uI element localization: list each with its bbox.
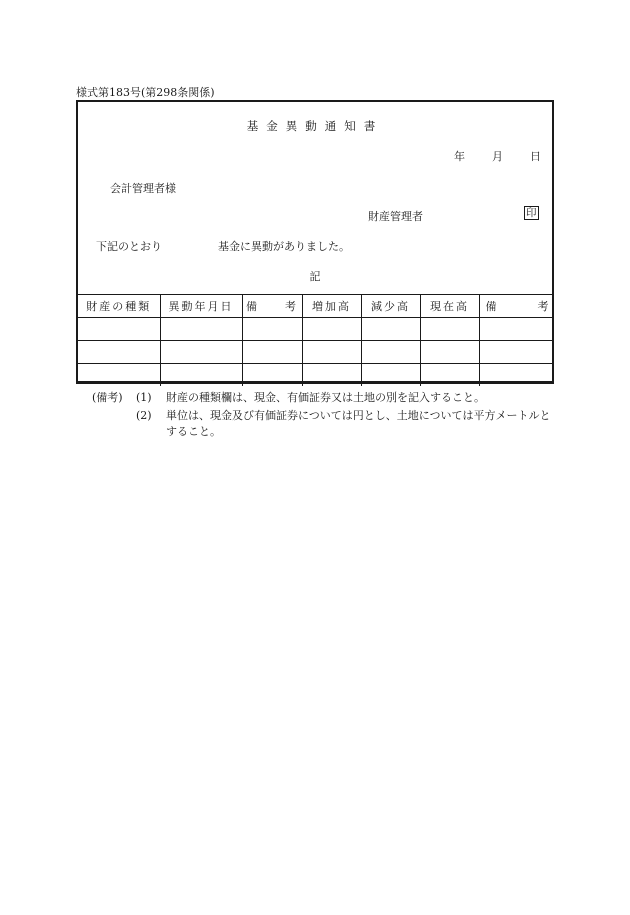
table-cell[interactable]: [160, 318, 242, 341]
table-cell[interactable]: [302, 364, 361, 387]
table-cell[interactable]: [420, 364, 479, 387]
ki-heading: 記: [309, 270, 321, 283]
header-increase: 増加高: [302, 295, 361, 318]
table-cell[interactable]: [242, 341, 302, 364]
header-current: 現在高: [420, 295, 479, 318]
header-remarks-1: 備 考: [242, 295, 302, 318]
remark-number: (2): [136, 409, 152, 422]
table-cell[interactable]: [78, 364, 160, 387]
header-change-date: 異動年月日: [160, 295, 242, 318]
day-label: 日: [530, 150, 541, 163]
form-number: 様式第183号(第298条関係): [76, 86, 215, 99]
table-cell[interactable]: [361, 364, 420, 387]
table-row: [78, 318, 552, 341]
table-cell[interactable]: [420, 318, 479, 341]
change-statement: 基金に異動がありました。: [218, 240, 350, 253]
notice-form-frame: [76, 100, 554, 384]
table-cell[interactable]: [302, 341, 361, 364]
header-remarks-2: 備 考: [479, 295, 552, 318]
table-row: [78, 364, 552, 387]
table-cell[interactable]: [242, 364, 302, 387]
header-decrease: 減少高: [361, 295, 420, 318]
property-manager-label: 財産管理者: [368, 210, 423, 223]
seal-mark: 印: [526, 207, 537, 219]
table-cell[interactable]: [479, 341, 552, 364]
table-row: [78, 341, 552, 364]
table-cell[interactable]: [160, 341, 242, 364]
remark-number: (1): [136, 391, 152, 404]
table-cell[interactable]: [479, 364, 552, 387]
addressee: 会計管理者様: [110, 182, 176, 195]
remark-text: 財産の種類欄は、現金、有価証券又は土地の別を記入すること。: [166, 391, 485, 404]
remark-text: 単位は、現金及び有価証券については円とし、土地については平方メートルとすること。: [166, 409, 551, 438]
month-label: 月: [492, 150, 503, 163]
form-title: 基金異動通知書: [246, 119, 384, 133]
fund-change-table: [78, 294, 552, 386]
year-label: 年: [454, 150, 465, 163]
table-cell[interactable]: [78, 341, 160, 364]
intro-text: 下記のとおり: [96, 240, 162, 253]
table-cell[interactable]: [242, 318, 302, 341]
table-header-row: [78, 295, 552, 318]
header-property-type: 財産の種類: [78, 295, 160, 318]
remarks-label: (備考): [92, 391, 123, 404]
table-cell[interactable]: [78, 318, 160, 341]
table-cell[interactable]: [361, 318, 420, 341]
table-cell[interactable]: [361, 341, 420, 364]
table-cell[interactable]: [420, 341, 479, 364]
table-cell[interactable]: [302, 318, 361, 341]
table-cell[interactable]: [479, 318, 552, 341]
table-cell[interactable]: [160, 364, 242, 387]
